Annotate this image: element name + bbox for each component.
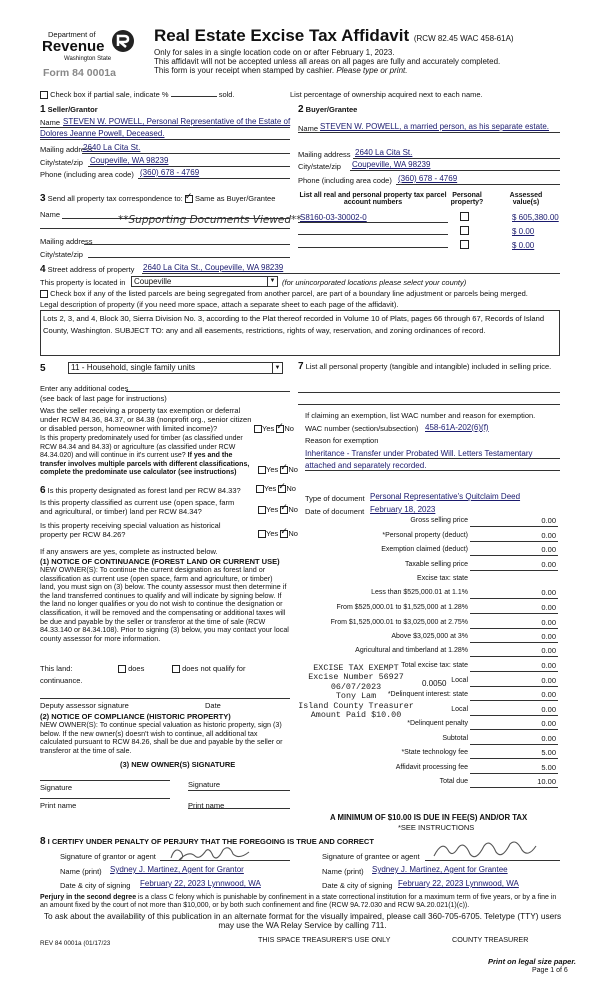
tax-line (470, 787, 558, 788)
sec6-h1: (1) NOTICE OF CONTINUANCE (FOREST LAND OR CURRENT USE) (40, 557, 280, 566)
corr-num: 3 (40, 193, 46, 204)
tax-label: Above $3,025,000 at 3% (391, 633, 468, 640)
dor-logo (40, 24, 140, 80)
q2-no-checkbox[interactable] (280, 466, 288, 474)
list-pct-note: List percentage of ownership acquired next to each name. (290, 90, 483, 99)
tax-value[interactable]: 0.00 (541, 516, 556, 525)
buyer-city-line (350, 170, 560, 171)
tax-label: Excise tax: state (417, 575, 468, 582)
alt-format-note: To ask about the availability of this publication in an alternate format for the visually impaired, please call 360-705-6705. Teletype (TTY) users may use the WA Relay Service by calling 711. (43, 911, 562, 930)
chevron-down-icon: ▼ (267, 277, 277, 286)
tax-value[interactable]: 10.00 (537, 777, 556, 786)
sec6-q1-answer (256, 484, 296, 493)
buyer-name-line (298, 132, 560, 133)
exempt-question: If claiming an exemption, list WAC number and reason for exemption. (305, 411, 536, 420)
sec5-q1: Was the seller receiving a property tax exemption or deferral under RCW 84.36, 84.37, or 84.38 (nonprofit org., senior citizen or disabled person, homeowner with limited income)? (40, 406, 252, 433)
tax-line (470, 700, 558, 701)
wac-value[interactable]: 458-61A-202(6)(f) (425, 423, 489, 432)
doc-date[interactable]: February 18, 2023 (370, 505, 436, 514)
parcel-line-1 (298, 234, 448, 235)
rev-number: REV 84 0001a (01/17/23 (40, 940, 111, 947)
tax-label: Total due (439, 778, 468, 785)
seller-num: 1 (40, 104, 46, 115)
tax-line (470, 526, 558, 527)
use-code-value: 11 - Household, single family units (71, 363, 196, 372)
doc-type[interactable]: Personal Representative's Quitclaim Deed (370, 492, 521, 501)
sig2-line (188, 790, 290, 791)
dept-line3: Washington State (64, 56, 112, 62)
buyer-city-label: City/state/zip (298, 162, 341, 171)
sig1-line (40, 780, 170, 781)
parcel-value-2[interactable]: $ 0.00 (512, 241, 535, 250)
prop-num: 4 (40, 264, 46, 275)
buyer-city[interactable]: Coupeville, WA 98239 (352, 160, 431, 169)
grantee-signature-icon (430, 838, 540, 864)
chevron-down-icon: ▼ (272, 363, 282, 373)
sec6-p1: NEW OWNER(S): To continue the current designation as forest land or classification as current use (open space, farm and agriculture, or timber) land, you must sign on (3) below. The county assessor must then determine if the land transferred continues to qualify and will indicate by signing below. If the land no longer qualifies or you do not wish to continue the designation or classification, it will be removed and the compensating or additional taxes will be due and payable by the seller or transferor at the time of sale (RCW 84.33.140 or 84.34.108). Prior to signing (3) below, you may contact your local county assessor for more information. (40, 565, 289, 643)
partial-pct-field[interactable] (171, 96, 217, 97)
dept-line2: Revenue (42, 38, 105, 55)
does-label: does (128, 664, 145, 673)
name-grantor[interactable]: Sydney J. Martinez, Agent for Grantor (110, 865, 244, 874)
location-select[interactable] (131, 276, 278, 287)
corr-name-label: Name (40, 210, 61, 219)
buyer-mail-label: Mailing address (298, 150, 351, 159)
sig1-label: Signature (40, 783, 73, 792)
does-not-checkbox[interactable] (172, 665, 180, 673)
s6q1-no-label: No (286, 484, 296, 493)
sec6-h3: (3) NEW OWNER(S) SIGNATURE (120, 760, 236, 769)
tax-line (470, 671, 558, 672)
tax-line (470, 541, 558, 542)
parcel-value-0[interactable]: $ 605,380.00 (512, 213, 559, 222)
title-text: Real Estate Excise Tax Affidavit (154, 26, 410, 45)
same-as-buyer-checkbox[interactable] (185, 195, 193, 203)
tax-value[interactable]: 0.00 (541, 734, 556, 743)
parcel-line-2 (298, 247, 448, 248)
q1-no-checkbox[interactable] (276, 425, 284, 433)
tax-label: *Delinquent penalty (407, 720, 468, 727)
s6q3-yes-label: Yes (266, 529, 279, 538)
name-grantee-label: Name (print) (322, 867, 364, 876)
sec6-q1 (40, 485, 241, 496)
seller-name2[interactable]: Dolores Jeanne Powell, Deceased. (40, 129, 165, 138)
stamp-l6: Amount Paid $10.00 (310, 710, 402, 721)
buyer-mail[interactable]: 2640 La Cita St. (355, 148, 413, 157)
tax-line (470, 744, 558, 745)
parcel-col2: Personal property? (450, 192, 484, 206)
corr-same: Same as Buyer/Grantee (194, 194, 276, 203)
segregated-label: Check box if any of the listed parcels are being segregated from another parcel, are part of a boundary line adjustment or parcels being merged. (50, 289, 528, 298)
tax-value[interactable]: 0.00 (541, 719, 556, 728)
corr-mail-label: Mailing address (40, 237, 93, 246)
reason-value[interactable]: Inheritance - Transfer under Probated Will. Letters Testamentary attached and separately recorded. (305, 449, 533, 470)
sec6-q2: Is this property classified as current use (open space, farm and agricultural, or timber) land per RCW 84.34? (40, 498, 235, 516)
stamp-l1: EXCISE TAX EXEMPT (313, 663, 399, 673)
s6q1-yes-label: Yes (264, 484, 277, 493)
does-not-label: does not qualify for (182, 664, 246, 673)
reason-line1 (305, 458, 560, 459)
tax-value[interactable]: 0.00 (541, 632, 556, 641)
tax-line (470, 656, 558, 657)
tax-label: Local (451, 677, 468, 684)
sec5-num: 5 (40, 363, 46, 374)
print1-line (40, 798, 170, 799)
sec5-q2-answer (258, 465, 298, 474)
header-sub3-italic: Please type or print. (336, 66, 408, 75)
sec8-certify: I CERTIFY UNDER PENALTY OF PERJURY THAT THE FOREGOING IS TRUE AND CORRECT (47, 837, 374, 846)
sec5-q1-answer (254, 424, 294, 433)
seller-name-label: Name (40, 118, 61, 127)
buyer-name-label: Name (298, 124, 319, 133)
parcel-line-0 (298, 222, 448, 223)
title-rcw: (RCW 82.45 WAC 458-61A) (413, 34, 514, 43)
date-grantee[interactable]: February 22, 2023 Lynnwood, WA (398, 879, 519, 888)
perjury-text: is a class C felony which is punishable by confinement in a state correctional institution for a maximum term of five years, or by a fine in an amount fixed by the court of not more than $10,000, or by both such confinement and fine (RCW 9A.72.030 and RCW 9A.20.021(1)(c)). (40, 894, 557, 909)
q1-no-label: No (284, 424, 294, 433)
buyer-heading (298, 104, 357, 115)
buyer-phone[interactable]: (360) 678 - 4769 (398, 174, 458, 183)
seller-city[interactable]: Coupeville, WA 98239 (90, 156, 169, 165)
parcel-value-1[interactable]: $ 0.00 (512, 227, 535, 236)
seller-phone-line (138, 178, 290, 179)
corr-city-line (88, 257, 290, 258)
tax-line (470, 570, 558, 571)
s6q2-no-checkbox[interactable] (280, 506, 288, 514)
use-code-select[interactable] (68, 362, 283, 374)
sec6-h2: (2) NOTICE OF COMPLIANCE (HISTORIC PROPERTY) (40, 712, 231, 721)
does-checkbox[interactable] (118, 665, 126, 673)
stamp-l4: Tony Lam (335, 691, 377, 702)
tax-label: Taxable selling price (404, 561, 468, 568)
print-legal: Print on legal size paper. (488, 957, 576, 966)
tax-label: Total excise tax: state (401, 662, 468, 669)
tax-line (470, 628, 558, 629)
does-not-option (172, 664, 245, 673)
stamp-l2: Excise Number 56927 (308, 672, 404, 683)
add-codes-line (126, 391, 290, 392)
revenue-logo-icon (110, 28, 136, 54)
location-value: Coupeville (134, 277, 172, 286)
tax-label: From $525,000.01 to $1,525,000 at 1.28% (336, 604, 468, 611)
seller-mail-line (82, 153, 290, 154)
tax-label: *State technology fee (401, 749, 468, 756)
sec6-q1-text: Is this property designated as forest land per RCW 84.33? (47, 486, 241, 495)
name-grantee[interactable]: Sydney J. Martinez, Agent for Grantee (372, 865, 508, 874)
located-note: (for unincorporated locations please select your county) (282, 278, 467, 287)
buyer-mail-line (353, 158, 560, 159)
reason-label: Reason for exemption (305, 436, 379, 445)
parcel-row-0[interactable]: S8160-03-30002-0 (300, 213, 367, 222)
legal-description: Lots 2, 3, and 4, Block 30, Sierra Division No. 3, according to the Plat thereof recorded in Volume 10 of Plats, pages 66 through 67, Records of Island County, Washington. SUBJECT TO: any and all easements, restrictions, rights of way, reservation, and zoning ordinances of record. (43, 314, 545, 335)
date-grantee-label: Date & city of signing (322, 881, 393, 890)
personal-prop-checkbox-1[interactable] (460, 226, 469, 235)
s6q1-yes-checkbox[interactable] (256, 485, 264, 493)
tax-value[interactable]: 5.00 (541, 763, 556, 772)
tax-value[interactable]: 0.00 (541, 560, 556, 569)
street-row (40, 264, 134, 275)
print2-label: Print name (188, 801, 225, 810)
sec7-heading (298, 362, 560, 371)
legal-label: Legal description of property (if you need more space, attach a separate sheet to each page of the affidavit). (40, 300, 399, 309)
tax-label: Subtotal (442, 735, 468, 742)
this-land-row (40, 664, 73, 673)
doc-type-label: Type of document (305, 494, 365, 503)
street-label: Street address of property (47, 265, 135, 274)
tax-label: Local (451, 706, 468, 713)
tax-line (470, 758, 558, 759)
seller-phone[interactable]: (360) 678 - 4769 (140, 168, 200, 177)
reason-line2 (305, 470, 560, 471)
header-sub1: Only for sales in a single location code on or after February 1, 2023. (154, 48, 395, 57)
stamp-l5: Island County Treasurer (298, 700, 414, 711)
header-sub3 (154, 66, 407, 75)
buyer-phone-label: Phone (including area code) (298, 176, 392, 185)
see-instr: *SEE INSTRUCTIONS (398, 823, 475, 832)
tax-value[interactable]: 0.00 (541, 705, 556, 714)
tax-line (470, 613, 558, 614)
sec6-q3-answer (258, 529, 298, 538)
see-back: (see back of last page for instructions) (40, 394, 167, 403)
sec6-p2: NEW OWNER(S): To continue special valuation as historic property, sign (3) below. If the new owner(s) doesn't wish to continue, all additional tax calculated pursuant to RCW 84.26, shall be due and payable by the seller or transferor at the time of sale. (40, 720, 283, 755)
print1-label: Print name (40, 801, 77, 810)
continuance-label: continuance. (40, 676, 83, 685)
minimum-note: A MINIMUM OF $10.00 IS DUE IN FEE(S) AND/OR TAX (330, 813, 528, 822)
does-option (118, 664, 144, 673)
s6q2-no-label: No (288, 505, 298, 514)
located-label: This property is located in (40, 278, 126, 287)
tax-label: From $1,525,000.01 to $3,025,000 at 2.75% (330, 619, 468, 626)
sec6-num: 6 (40, 485, 46, 496)
sec8-num: 8 (40, 836, 46, 847)
seller-heading-text: Seller/Grantor (47, 105, 98, 114)
page-title (154, 26, 514, 46)
tax-value[interactable]: 0.00 (541, 690, 556, 699)
treasurer-stamp (296, 664, 416, 720)
dept-line1: Department of (48, 30, 96, 39)
tax-label: Exemption claimed (deduct) (381, 546, 468, 553)
partial-sale-checkbox[interactable] (40, 91, 48, 99)
corr-mail-line (84, 244, 290, 245)
corr-supporting: **Supporting Documents Viewed** (118, 214, 302, 226)
header-sub2: This affidavit will not be accepted unless all areas on all pages are fully and accurately completed. (154, 57, 501, 66)
corr-name2-line (40, 228, 290, 229)
tax-label: *Personal property (deduct) (382, 532, 468, 539)
segregated-checkbox[interactable] (40, 290, 48, 298)
seller-name1[interactable]: STEVEN W. POWELL, Personal Representative of the Estate of (63, 117, 291, 126)
parcel-col3: Assessed value(s) (509, 192, 543, 206)
deputy-label: Deputy assessor signature (40, 701, 129, 710)
seller-city-line (88, 166, 290, 167)
perjury-bold: Perjury in the second degree (40, 894, 137, 901)
sec6-if-any: If any answers are yes, complete as instructed below. (40, 547, 218, 556)
sec7-line2 (298, 404, 560, 405)
s6q3-yes-checkbox[interactable] (258, 530, 266, 538)
s6q3-no-label: No (288, 529, 298, 538)
doc-date-label: Date of document (305, 507, 365, 516)
sec6-q3: Is this property receiving special valuation as historical property per RCW 84.26? (40, 521, 221, 539)
seller-name2-line (40, 139, 290, 140)
tax-line (470, 773, 558, 774)
tax-value[interactable]: 0.00 (541, 545, 556, 554)
tax-line (470, 729, 558, 730)
partial-sold-label: sold. (218, 90, 235, 99)
page-number: Page 1 of 6 (532, 967, 568, 974)
tax-value[interactable]: 5.00 (541, 748, 556, 757)
tax-label: Gross selling price (410, 517, 468, 524)
this-land-label: This land: (40, 664, 73, 673)
seller-phone-label: Phone (including area code) (40, 170, 134, 179)
tax-line (470, 715, 558, 716)
sec7-line1 (298, 392, 560, 393)
segregated-row (40, 289, 528, 298)
sec7-text: List all personal property (tangible and intangible) included in selling price. (305, 362, 552, 371)
corr-city-label: City/state/zip (40, 250, 83, 259)
q2-no-label: No (288, 465, 298, 474)
tax-label: Less than $525,000.01 at 1.1% (371, 589, 468, 596)
street-line (142, 273, 560, 274)
q2-yes-checkbox[interactable] (258, 466, 266, 474)
personal-prop-checkbox-0[interactable] (460, 212, 469, 221)
seller-mail[interactable]: 2640 La Cita St. (83, 143, 141, 152)
date-grantor-label: Date & city of signing (60, 881, 131, 890)
s6q2-yes-checkbox[interactable] (258, 506, 266, 514)
tax-value[interactable]: 0.00 (541, 603, 556, 612)
tax-line (470, 686, 558, 687)
perjury-note (40, 894, 565, 910)
tax-value[interactable]: 0.00 (541, 646, 556, 655)
s6q3-no-checkbox[interactable] (280, 530, 288, 538)
buyer-heading-text: Buyer/Grantee (305, 105, 358, 114)
tax-value[interactable]: 0.00 (541, 588, 556, 597)
local-rate: 0.0050 (422, 679, 447, 688)
seller-name-line (40, 127, 290, 128)
sec5-q2a: Is this property predominately used for timber (as classified under RCW 84.34 and 84.33) or agriculture (as classified under RCW 84.34.020) and will continue in it's current use? (40, 435, 243, 459)
q1-yes-label: Yes (262, 424, 275, 433)
seller-heading (40, 104, 98, 115)
sig-grantor-label: Signature of grantor or agent (60, 852, 156, 861)
tax-value[interactable]: 0.00 (541, 676, 556, 685)
seller-mail-label: Mailing address (40, 145, 93, 154)
q1-yes-checkbox[interactable] (254, 425, 262, 433)
legal-description-box[interactable] (40, 310, 560, 356)
sec5-q2 (40, 435, 256, 478)
buyer-name[interactable]: STEVEN W. POWELL, a married person, as his separate estate. (320, 122, 549, 131)
s6q2-yes-label: Yes (266, 505, 279, 514)
county-treasurer: COUNTY TREASURER (452, 935, 529, 944)
add-codes-label: Enter any additional codes (40, 384, 129, 393)
q2-yes-label: Yes (266, 465, 279, 474)
corr-text: Send all property tax correspondence to: (47, 194, 183, 203)
parcel-col1: List all real and personal property tax parcel account numbers (299, 192, 447, 206)
sig-grantee-label: Signature of grantee or agent (322, 852, 420, 861)
tax-value[interactable]: 0.00 (541, 618, 556, 627)
treasurer-only: THIS SPACE TREASURER'S USE ONLY (258, 935, 391, 944)
sig2-label: Signature (188, 780, 221, 789)
tax-value[interactable]: 0.00 (541, 661, 556, 670)
wac-label: WAC number (section/subsection) (305, 424, 419, 433)
s6q1-no-checkbox[interactable] (278, 485, 286, 493)
tax-value[interactable]: 0.00 (541, 531, 556, 540)
partial-sale-label: Check box if partial sale, indicate % (50, 90, 169, 99)
partial-sale-row (40, 90, 235, 99)
form-number: Form 84 0001a (43, 67, 116, 79)
header-sub3-text: This form is your receipt when stamped by cashier. (154, 66, 335, 75)
deputy-line (40, 698, 290, 699)
buyer-phone-line (396, 184, 560, 185)
deputy-date-label: Date (205, 701, 221, 710)
tax-label: *Delinquent interest: state (387, 691, 468, 698)
print2-line (188, 808, 290, 809)
personal-prop-checkbox-2[interactable] (460, 240, 469, 249)
corr-heading (40, 193, 275, 204)
name-grantor-label: Name (print) (60, 867, 102, 876)
street-address[interactable]: 2640 La Cita St., Coupeville, WA 98239 (143, 263, 284, 272)
grantor-signature-icon (165, 842, 255, 866)
sec7-num: 7 (298, 361, 304, 372)
tax-label: Agricultural and timberland at 1.28% (355, 647, 468, 654)
tax-line (470, 598, 558, 599)
sec6-q2-answer (258, 505, 298, 514)
tax-line (470, 642, 558, 643)
sec5-q2b: If yes and the transfer involves multiple parcels with different classifications, complete the predominate use calculator (see instructions) (40, 452, 250, 476)
date-grantor[interactable]: February 22, 2023 Lynnwood, WA (140, 879, 261, 888)
tax-label: Affidavit processing fee (395, 764, 468, 771)
seller-city-label: City/state/zip (40, 158, 83, 167)
stamp-l3: 06/07/2023 (330, 681, 382, 692)
buyer-num: 2 (298, 104, 304, 115)
tax-line (470, 555, 558, 556)
